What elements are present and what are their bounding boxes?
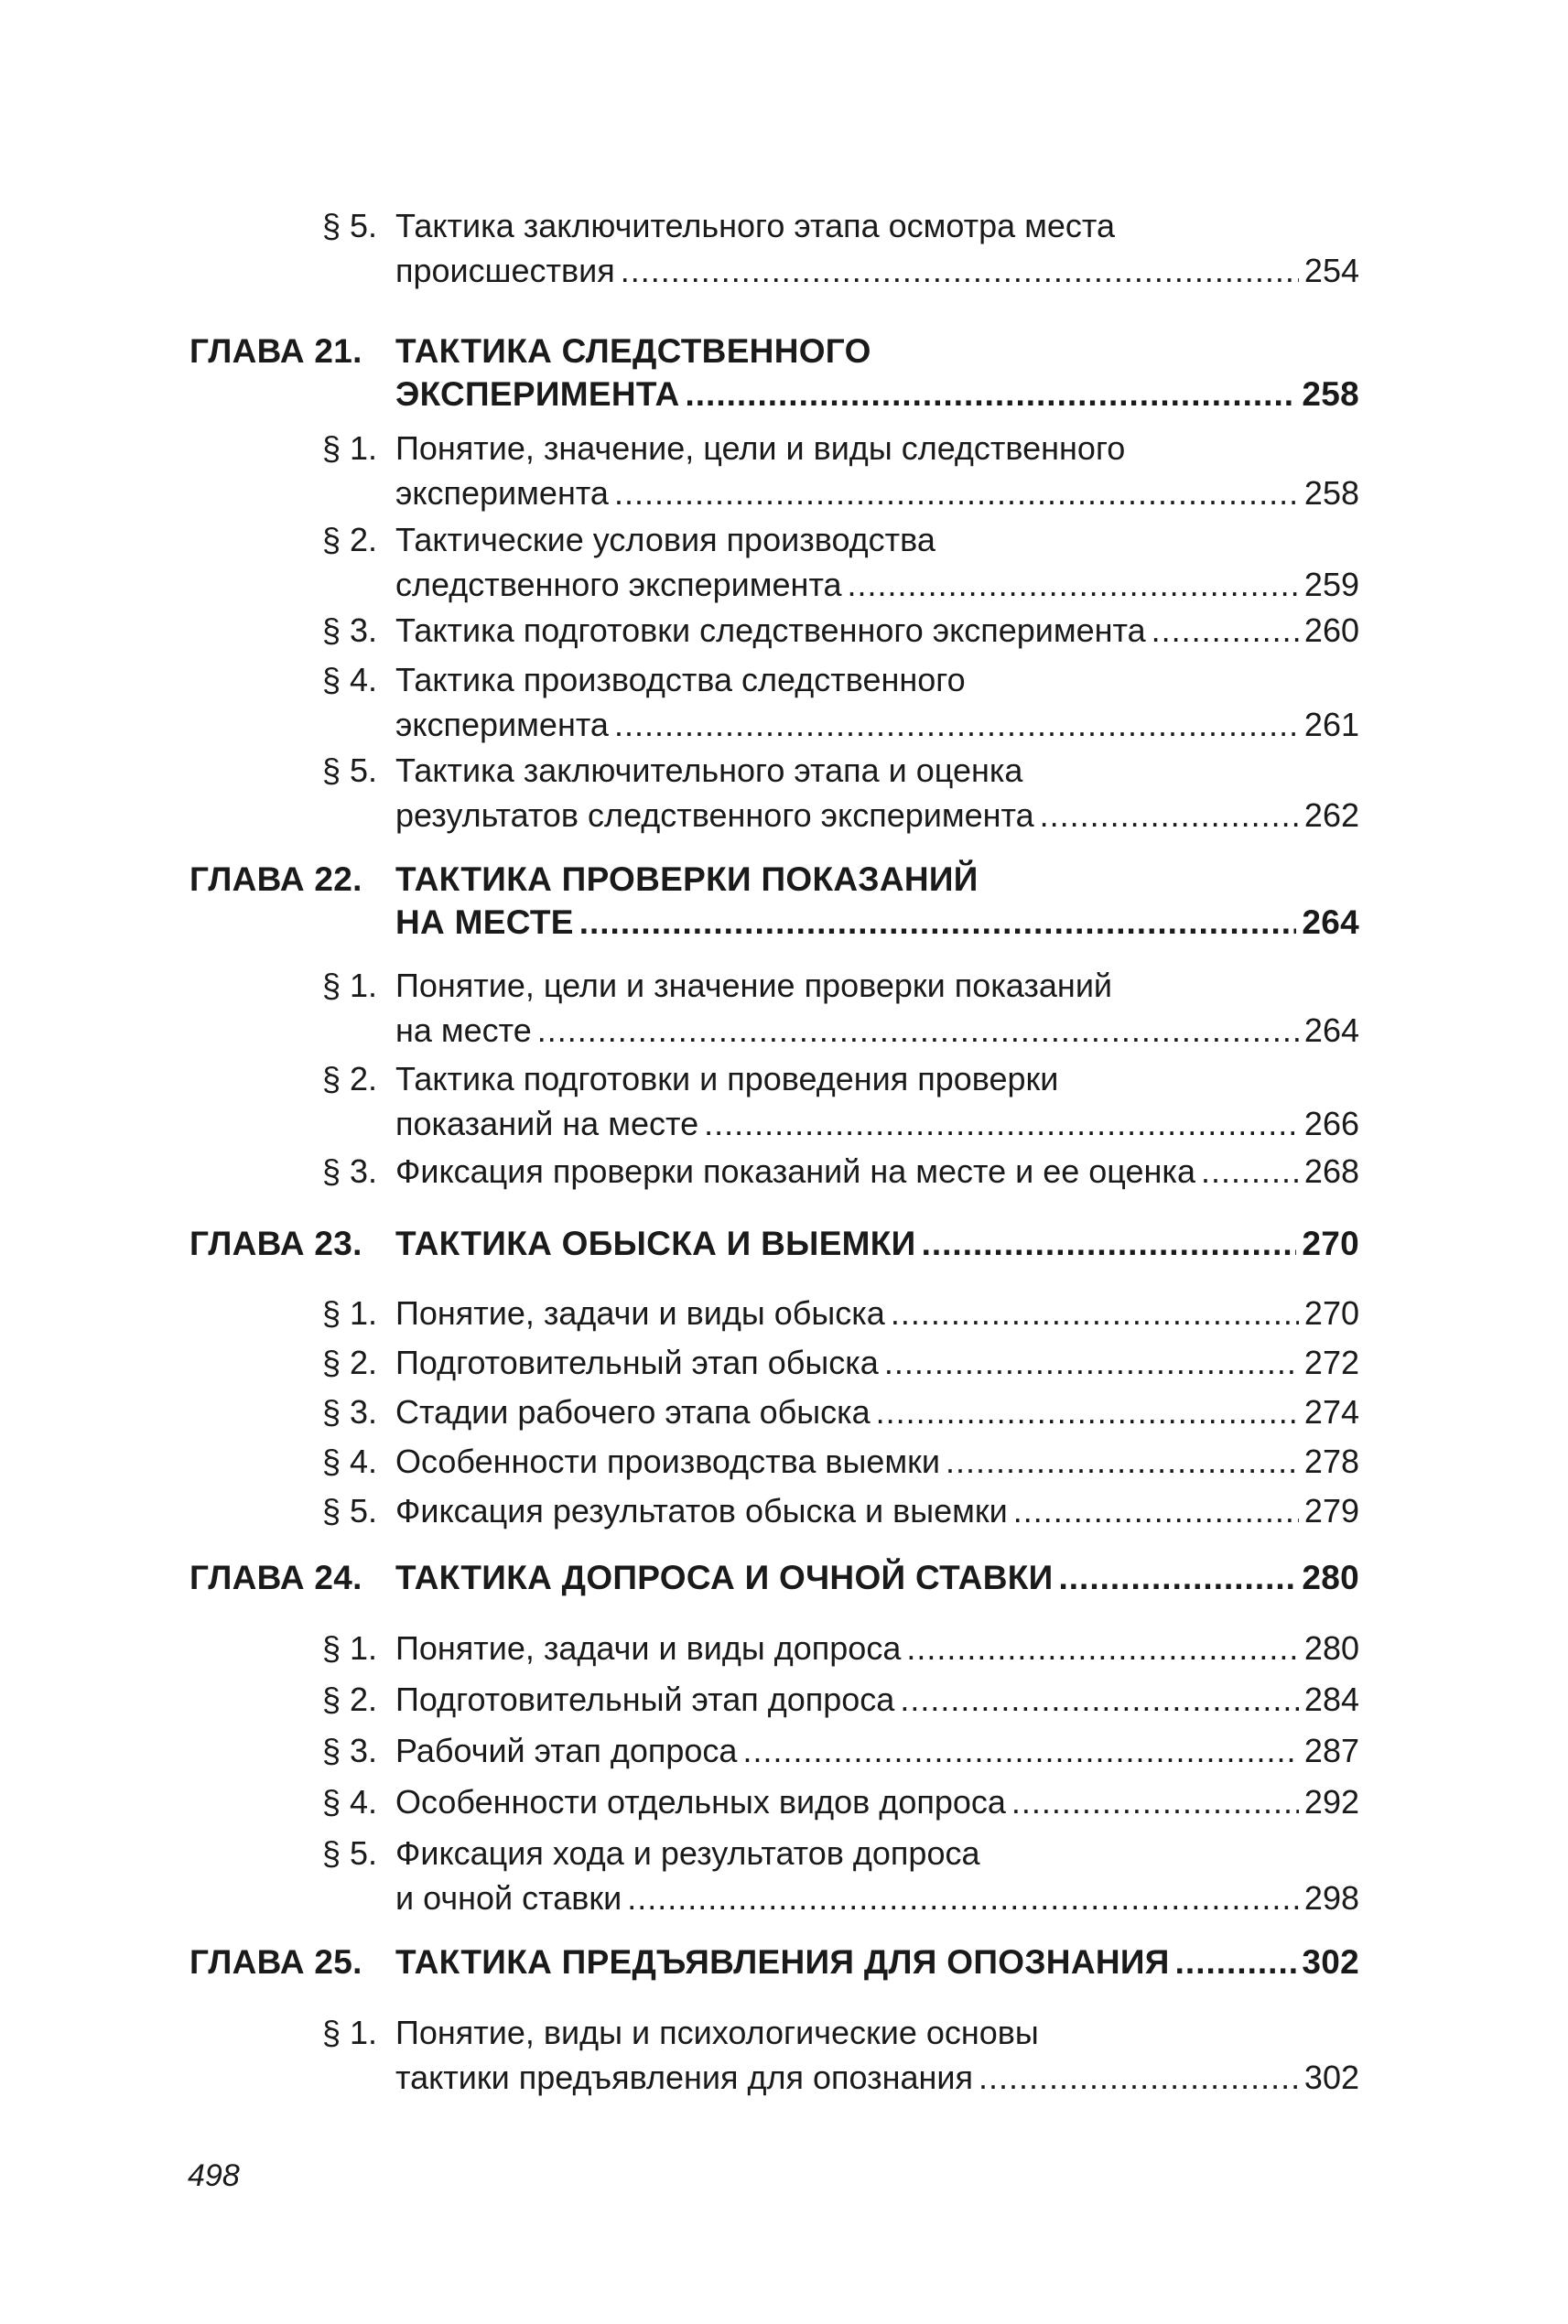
section-number: § 5. — [322, 1492, 378, 1530]
entry-leader-line — [395, 1101, 1359, 1146]
toc-chapter — [0, 1556, 1568, 1599]
section-number: § 5. — [322, 207, 378, 244]
entry-title-line: Особенности производства выемки — [395, 1443, 941, 1480]
section-number: § 2. — [322, 1344, 378, 1381]
entry-page-number: 258 — [1302, 375, 1359, 413]
entry-title-line: Понятие, задачи и виды обыска — [395, 1294, 885, 1332]
toc-section — [0, 748, 1568, 838]
toc-section — [0, 1439, 1568, 1484]
entry-leader-line — [395, 1291, 1359, 1335]
entry-leader-line — [395, 1488, 1359, 1533]
toc-section — [0, 2010, 1568, 2100]
entry-title-line: Фиксация результатов обыска и выемки — [395, 1492, 1008, 1530]
section-number: § 3. — [322, 1152, 378, 1190]
entry-page-number: 278 — [1303, 1443, 1359, 1480]
leader-dots — [704, 1101, 1299, 1146]
chapter-label: ГЛАВА 24. — [189, 1559, 362, 1596]
entry-title-line: Тактика заключительного этапа и оценка — [395, 751, 1023, 789]
entry-page-number: 287 — [1303, 1732, 1359, 1769]
leader-dots — [621, 248, 1299, 293]
entry-title-line: результатов следственного эксперимента — [395, 796, 1034, 834]
leader-dots — [876, 1389, 1299, 1434]
entry-page-number: 272 — [1303, 1344, 1359, 1381]
toc-section — [0, 657, 1568, 747]
entry-page-number: 264 — [1303, 1011, 1359, 1049]
section-number: § 4. — [322, 661, 378, 698]
toc-section — [0, 1488, 1568, 1533]
section-number: § 3. — [322, 611, 378, 649]
toc-section — [0, 608, 1568, 653]
entry-title-line: ТАКТИКА ПРОВЕРКИ ПОКАЗАНИЙ — [395, 860, 979, 898]
leader-dots — [906, 1626, 1299, 1670]
entry-leader-line — [395, 562, 1359, 607]
entry-leader-line — [395, 248, 1359, 293]
entry-title-line: ТАКТИКА ДОПРОСА И ОЧНОЙ СТАВКИ — [395, 1559, 1054, 1596]
section-number: § 3. — [322, 1732, 378, 1769]
entry-page-number: 274 — [1303, 1393, 1359, 1431]
chapter-label: ГЛАВА 23. — [189, 1225, 362, 1262]
entry-page-number: 302 — [1303, 2059, 1359, 2096]
section-number: § 3. — [322, 1393, 378, 1431]
entry-leader-line — [395, 1779, 1359, 1824]
entry-title-line: следственного эксперимента — [395, 566, 842, 603]
section-number: § 1. — [322, 967, 378, 1004]
entry-title-line: Понятие, виды и психологические основы — [395, 2014, 1039, 2051]
entry-page-number: 258 — [1303, 474, 1359, 512]
entry-page-number: 260 — [1303, 611, 1359, 649]
entry-page-number: 280 — [1303, 1629, 1359, 1667]
leader-dots — [891, 1291, 1299, 1335]
entry-leader-line — [395, 901, 1359, 944]
entry-title-line: НА МЕСТЕ — [395, 903, 574, 941]
section-number: § 1. — [322, 1629, 378, 1667]
entry-page-number: 298 — [1303, 1879, 1359, 1917]
leader-dots — [1059, 1556, 1297, 1599]
section-number: § 1. — [322, 2014, 378, 2051]
leader-dots — [1175, 1940, 1297, 1984]
entry-page-number: 259 — [1303, 566, 1359, 603]
entry-page-number: 268 — [1303, 1152, 1359, 1190]
entry-title-line: ТАКТИКА СЛЕДСТВЕННОГО — [395, 332, 871, 370]
section-number: § 2. — [322, 521, 378, 558]
toc-section — [0, 517, 1568, 607]
entry-page-number: 302 — [1302, 1943, 1359, 1981]
entry-title-line: происшествия — [395, 252, 615, 289]
entry-leader-line — [395, 1389, 1359, 1434]
entry-leader-line — [395, 1728, 1359, 1773]
section-number: § 4. — [322, 1443, 378, 1480]
entry-title-line: Подготовительный этап допроса — [395, 1681, 895, 1718]
leader-dots — [979, 2055, 1299, 2100]
toc-section — [0, 1389, 1568, 1434]
entry-title-line: Тактика подготовки следственного эксперимента — [395, 611, 1146, 649]
leader-dots — [922, 1222, 1297, 1265]
leader-dots — [614, 470, 1299, 515]
entry-leader-line — [395, 1875, 1359, 1920]
entry-page-number: 292 — [1303, 1783, 1359, 1821]
entry-title-line: на месте — [395, 1011, 532, 1049]
leader-dots — [900, 1677, 1299, 1722]
leader-dots — [946, 1439, 1299, 1484]
entry-title-line: Фиксация хода и результатов допроса — [395, 1834, 980, 1872]
entry-leader-line — [395, 1940, 1359, 1984]
entry-leader-line — [395, 702, 1359, 747]
leader-dots — [1201, 1149, 1299, 1194]
entry-title-line: ТАКТИКА ПРЕДЪЯВЛЕНИЯ ДЛЯ ОПОЗНАНИЯ — [395, 1943, 1170, 1981]
leader-dots — [1011, 1779, 1299, 1824]
entry-leader-line — [395, 1340, 1359, 1385]
toc-section — [0, 1340, 1568, 1385]
entry-page-number: 280 — [1302, 1559, 1359, 1596]
chapter-label: ГЛАВА 22. — [189, 860, 362, 898]
toc-section — [0, 1149, 1568, 1194]
entry-title-line: Рабочий этап допроса — [395, 1732, 738, 1769]
toc-section — [0, 1728, 1568, 1773]
entry-title-line: Тактика производства следственного — [395, 661, 966, 698]
entry-title-line: Понятие, цели и значение проверки показаний — [395, 967, 1113, 1004]
leader-dots — [1013, 1488, 1299, 1533]
entry-page-number: 270 — [1303, 1294, 1359, 1332]
toc-section — [0, 1831, 1568, 1920]
entry-leader-line — [395, 470, 1359, 515]
entry-leader-line — [395, 1008, 1359, 1053]
leader-dots — [537, 1008, 1299, 1053]
section-number: § 2. — [322, 1060, 378, 1097]
toc-section — [0, 1677, 1568, 1722]
toc-section — [0, 426, 1568, 515]
entry-title-line: Тактика заключительного этапа осмотра места — [395, 207, 1116, 244]
entry-title-line: Подготовительный этап обыска — [395, 1344, 879, 1381]
leader-dots — [1152, 608, 1299, 653]
entry-page-number: 284 — [1303, 1681, 1359, 1718]
entry-title-line: эксперимента — [395, 474, 609, 512]
entry-leader-line — [395, 608, 1359, 653]
toc-section — [0, 963, 1568, 1053]
leader-dots — [614, 702, 1299, 747]
entry-title-line: и очной ставки — [395, 1879, 622, 1917]
leader-dots — [848, 562, 1299, 607]
leader-dots — [1040, 793, 1299, 838]
entry-title-line: Фиксация проверки показаний на месте и ее оценка — [395, 1152, 1195, 1190]
toc-section — [0, 1291, 1568, 1335]
leader-dots — [742, 1728, 1298, 1773]
entry-leader-line — [395, 793, 1359, 838]
section-number: § 4. — [322, 1783, 378, 1821]
leader-dots — [627, 1875, 1299, 1920]
toc-chapter — [0, 1222, 1568, 1265]
entry-page-number: 279 — [1303, 1492, 1359, 1530]
entry-title-line: эксперимента — [395, 706, 609, 743]
entry-leader-line — [395, 1149, 1359, 1194]
toc-section — [0, 1056, 1568, 1146]
entry-title-line: Тактические условия производства — [395, 521, 935, 558]
entry-leader-line — [395, 373, 1359, 416]
entry-title-line: показаний на месте — [395, 1105, 699, 1142]
entry-title-line: ТАКТИКА ОБЫСКА И ВЫЕМКИ — [395, 1225, 916, 1262]
entry-page-number: 264 — [1302, 903, 1359, 941]
entry-title-line: ЭКСПЕРИМЕНТА — [395, 375, 680, 413]
entry-title-line: Особенности отдельных видов допроса — [395, 1783, 1006, 1821]
chapter-label: ГЛАВА 21. — [189, 332, 362, 370]
section-number: § 2. — [322, 1681, 378, 1718]
toc-chapter — [0, 858, 1568, 944]
leader-dots — [579, 901, 1297, 944]
entry-page-number: 262 — [1303, 796, 1359, 834]
toc-chapter — [0, 1940, 1568, 1984]
toc-chapter — [0, 330, 1568, 416]
leader-dots — [884, 1340, 1299, 1385]
entry-page-number: 254 — [1303, 252, 1359, 289]
page-number: 498 — [188, 2158, 240, 2193]
toc-section — [0, 1779, 1568, 1824]
entry-title-line: Понятие, задачи и виды допроса — [395, 1629, 902, 1667]
entry-leader-line — [395, 1556, 1359, 1599]
entry-leader-line — [395, 1222, 1359, 1265]
entry-leader-line — [395, 1677, 1359, 1722]
chapter-label: ГЛАВА 25. — [189, 1943, 362, 1981]
section-number: § 1. — [322, 1294, 378, 1332]
entry-page-number: 266 — [1303, 1105, 1359, 1142]
entry-leader-line — [395, 1626, 1359, 1670]
toc-section — [0, 203, 1568, 293]
section-number: § 5. — [322, 751, 378, 789]
section-number: § 1. — [322, 429, 378, 467]
entry-title-line: Тактика подготовки и проведения проверки — [395, 1060, 1059, 1097]
entry-page-number: 261 — [1303, 706, 1359, 743]
entry-leader-line — [395, 2055, 1359, 2100]
entry-title-line: тактики предъявления для опознания — [395, 2059, 974, 2096]
leader-dots — [686, 373, 1297, 416]
entry-title-line: Понятие, значение, цели и виды следственного — [395, 429, 1126, 467]
section-number: § 5. — [322, 1834, 378, 1872]
toc-section — [0, 1626, 1568, 1670]
entry-leader-line — [395, 1439, 1359, 1484]
entry-title-line: Стадии рабочего этапа обыска — [395, 1393, 871, 1431]
entry-page-number: 270 — [1302, 1225, 1359, 1262]
